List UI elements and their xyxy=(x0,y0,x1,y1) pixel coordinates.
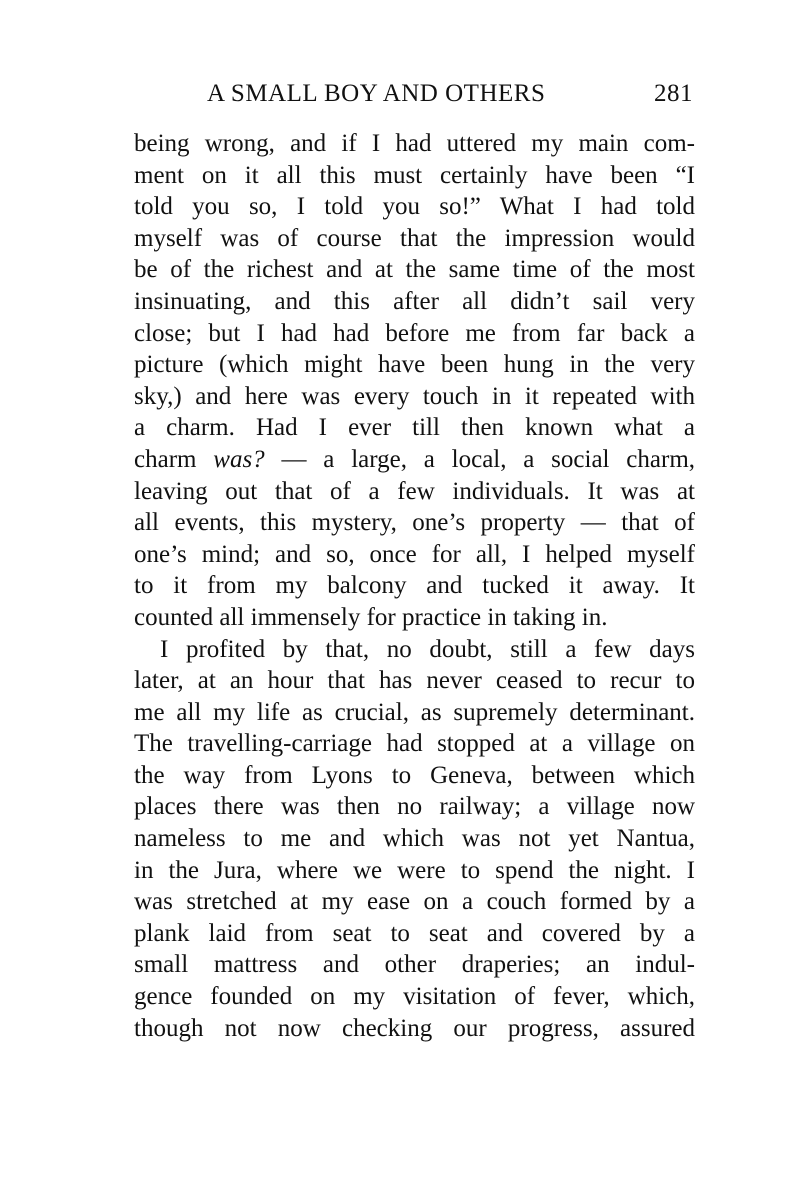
text-line: I profited by that, no doubt, still a few days xyxy=(160,635,695,663)
text-line: in the Jura, where we were to spend the night. I xyxy=(134,856,695,884)
text-line: me all my life as crucial, as supremely determinant. xyxy=(134,698,695,726)
text-line: The travelling-carriage had stopped at a village on xyxy=(134,730,695,758)
text-line: was stretched at my ease on a couch formed by a xyxy=(134,888,695,916)
text-line: one’s mind; and so, once for all, I helped myself xyxy=(134,540,695,568)
text-line: leaving out that of a few individuals. It was at xyxy=(134,477,695,505)
text-line: though not now checking our progress, assured xyxy=(134,1014,695,1042)
text-line: plank laid from seat to seat and covered by a xyxy=(134,919,695,947)
text-line: picture (which might have been hung in the very xyxy=(134,351,695,379)
running-head xyxy=(134,80,696,116)
text-line: gence founded on my visitation of fever, which, xyxy=(134,983,695,1011)
text-run: charm xyxy=(134,445,197,473)
text-line-mixed xyxy=(134,444,695,476)
running-title: A SMALL BOY AND OTHERS xyxy=(207,80,546,107)
text-line: myself was of course that the impression would xyxy=(134,224,695,252)
text-line: places there was then no railway; a village now xyxy=(134,793,695,821)
text-line: a charm. Had I ever till then known what a xyxy=(134,414,695,442)
paragraph-2 xyxy=(134,634,695,1045)
page-number: 281 xyxy=(654,80,693,107)
text-line: later, at an hour that has never ceased to recur to xyxy=(134,667,695,695)
text-line: to it from my balcony and tucked it away. It xyxy=(134,572,695,600)
text-line: sky,) and here was every touch in it repeated with xyxy=(134,382,695,410)
text-line: insinuating, and this after all didn’t sail very xyxy=(134,287,695,315)
body-text xyxy=(134,128,695,1044)
text-line: all events, this mystery, one’s property — that of xyxy=(134,509,695,537)
text-line: nameless to me and which was not yet Nantua, xyxy=(134,825,695,853)
paragraph-1 xyxy=(134,128,695,634)
text-line: told you so, I told you so!” What I had told xyxy=(134,193,695,221)
text-line: ment on it all this must certainly have been “I xyxy=(134,161,695,189)
text-run: — a large, a local, a social charm, xyxy=(281,445,696,473)
text-line: the way from Lyons to Geneva, between which xyxy=(134,761,695,789)
italic-word: was? xyxy=(213,445,265,473)
text-line: counted all immensely for practice in taking in. xyxy=(134,603,608,631)
text-line: be of the richest and at the same time of the most xyxy=(134,256,695,284)
text-line: close; but I had had before me from far back a xyxy=(134,319,695,347)
text-line: being wrong, and if I had uttered my main com- xyxy=(134,130,695,157)
text-line: small mattress and other draperies; an indul- xyxy=(134,951,695,979)
